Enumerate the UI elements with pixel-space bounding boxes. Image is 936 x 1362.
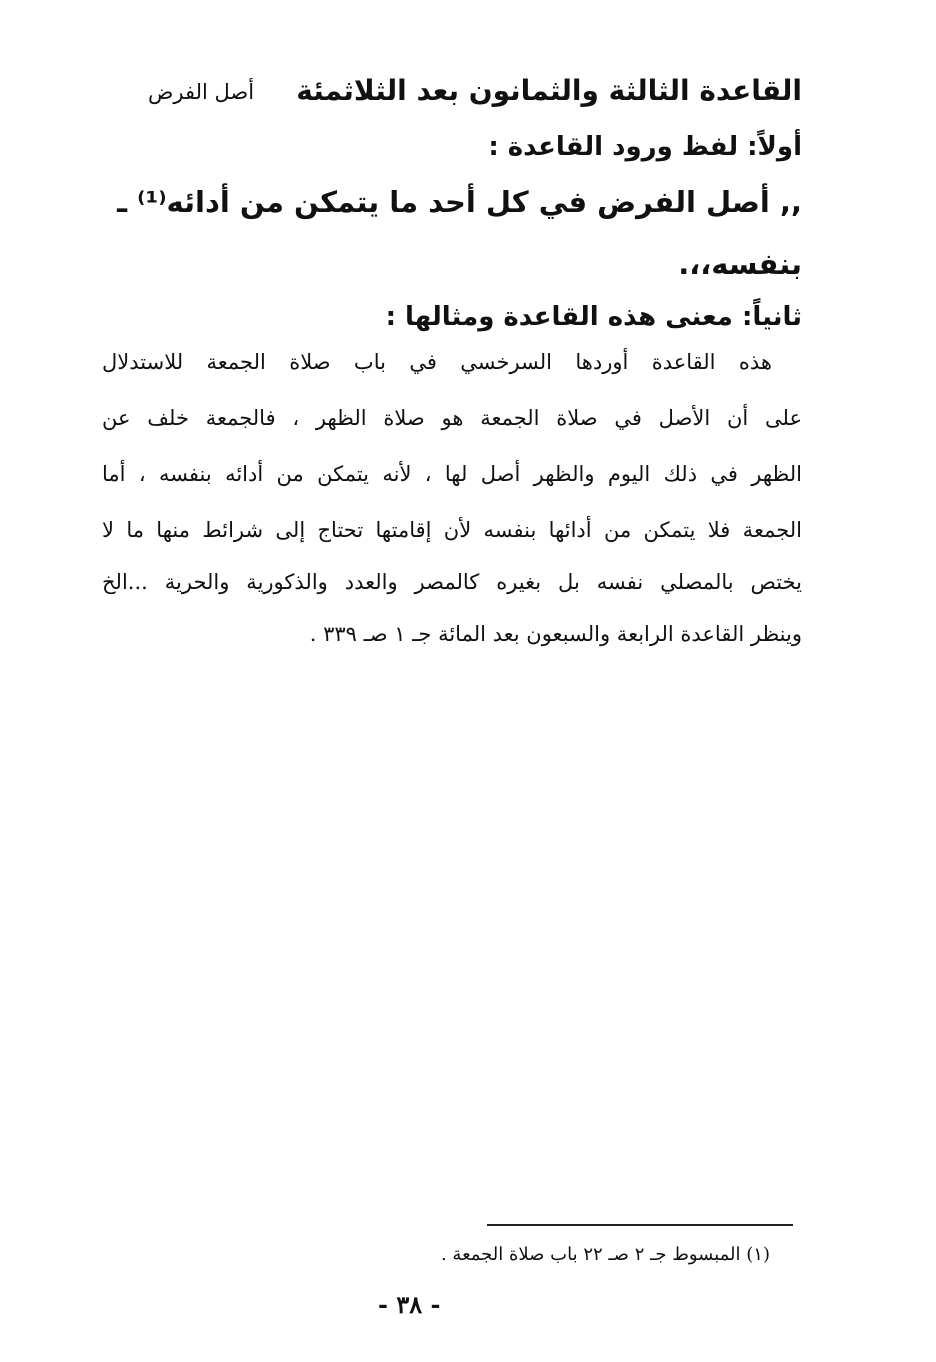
body-paragraph-line: يختص بالمصلي نفسه بل بغيره كالمصر والعدد والذكورية والحرية ...الخ <box>102 570 802 594</box>
rule-quote-line-1: ,, أصل الفرض في كل أحد ما يتمكن من أدائه⁽¹⁾ ـ <box>117 185 802 219</box>
footnote: (١) المبسوط جـ ٢ صـ ٢٢ باب صلاة الجمعة . <box>440 1244 770 1265</box>
page-number: - ٣٨ - <box>378 1290 441 1319</box>
body-paragraph-line: الجمعة فلا يتمكن من أدائها بنفسه لأن إقامتها تحتاج إلى شرائط منها ما لا <box>102 518 802 542</box>
rule-quote-line-2: بنفسه،،. <box>678 247 802 281</box>
body-paragraph-line: الظهر في ذلك اليوم والظهر أصل لها ، لأنه يتمكن من أدائه بنفسه ، أما <box>102 462 802 486</box>
body-paragraph-line: وينظر القاعدة الرابعة والسبعون بعد المائة جـ ١ صـ ٣٣٩ . <box>309 622 802 646</box>
body-paragraph-line: هذه القاعدة أوردها السرخسي في باب صلاة الجمعة للاستدلال <box>102 350 772 374</box>
footnote-separator <box>487 1224 793 1226</box>
body-paragraph-line: على أن الأصل في صلاة الجمعة هو صلاة الظهر ، فالجمعة خلف عن <box>102 406 802 430</box>
section-heading-meaning: ثانياً: معنى هذه القاعدة ومثالها : <box>385 302 802 332</box>
running-header-topic: أصل الفرض <box>148 80 255 104</box>
rule-title: القاعدة الثالثة والثمانون بعد الثلاثمئة <box>296 74 802 107</box>
section-heading-wording: أولاً: لفظ ورود القاعدة : <box>488 132 802 162</box>
